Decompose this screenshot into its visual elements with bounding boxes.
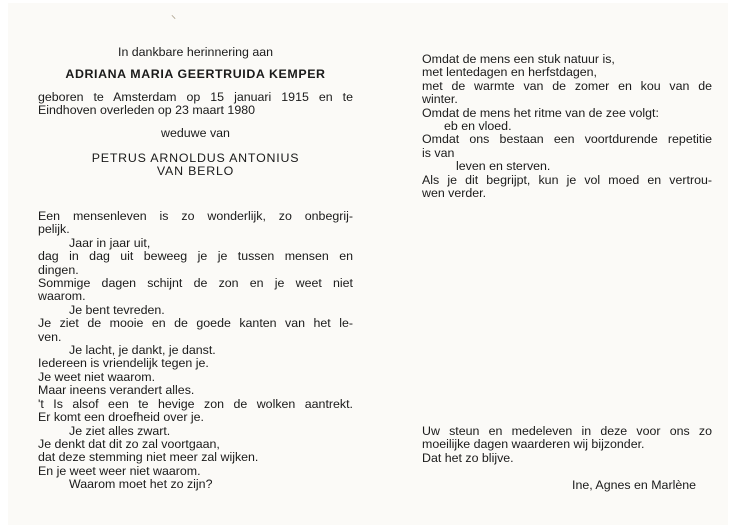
poem-line: Waarom moet het zo zijn? (69, 478, 213, 492)
poem-line: Je bent tevreden. (69, 303, 165, 317)
poem-line: met lentedagen en herfstdagen, (422, 66, 597, 80)
right-poem (422, 53, 712, 200)
poem-line: 't Is alsof een te hevige zon de wolken aantrekt. (38, 397, 353, 411)
poem-line: Iedereen is vriendelijk tegen je. (38, 357, 209, 371)
poem-line: dat deze stemming niet meer zal wijken. (38, 451, 259, 465)
poem-line: En je weet weer niet waarom. (38, 464, 201, 478)
poem-line: Een mensenleven is zo wonderlijk, zo onbegrij- (38, 210, 353, 223)
poem-line: met de warmte van de zomer en kou van de (422, 79, 712, 93)
poem-line: Als je dit begrijpt, kun je vol moed en vertrou- (422, 173, 712, 187)
poem-line: Sommige dagen schijnt de zon en je weet niet (38, 277, 353, 291)
intro-line: In dankbare herinnering aan (118, 46, 273, 59)
birth-line-2: Eindhoven overleden op 23 maart 1980 (38, 104, 255, 118)
paper-mark: ⸜ (171, 10, 176, 21)
spouse-line-1: PETRUS ARNOLDUS ANTONIUS (91, 152, 300, 166)
poem-line: Omdat ons bestaan een voortdurende repetitie (422, 133, 712, 147)
poem-line: Maar ineens verandert alles. (38, 384, 195, 398)
birth-line-1: geboren te Amsterdam op 15 januari 1915 en te (38, 90, 353, 104)
thanks-block (422, 425, 712, 465)
poem-line: Je lacht, je dankt, je danst. (69, 344, 216, 358)
signature: Ine, Agnes en Marlène (572, 478, 696, 492)
poem-line: Er komt een droefheid over je. (38, 411, 204, 425)
poem-line: is van (422, 146, 455, 160)
poem-line: eb en vloed. (444, 120, 512, 134)
poem-line: pelijk. (38, 223, 70, 237)
spouse-line-2: VAN BERLO (156, 165, 235, 179)
poem-line: ven. (38, 330, 62, 344)
thanks-line: Dat het zo blijve. (422, 451, 514, 465)
poem-line: Omdat de mens het ritme van de zee volgt: (422, 106, 659, 120)
left-header-block (38, 46, 353, 179)
poem-line: dag in dag uit beweeg je je tussen mensen en (38, 250, 353, 264)
poem-line: Je ziet de mooie en de goede kanten van het le- (38, 317, 353, 331)
thanks-line: moeilijke dagen waarderen wij bijzonder. (422, 438, 645, 452)
poem-line: Jaar in jaar uit, (69, 236, 151, 250)
poem-line: Omdat de mens een stuk natuur is, (422, 53, 615, 66)
poem-line: Je ziet alles zwart. (69, 424, 171, 438)
poem-line: winter. (422, 93, 458, 107)
poem-line: wen verder. (422, 187, 487, 201)
poem-line: waarom. (38, 290, 86, 304)
memorial-card (8, 3, 728, 525)
thanks-line: Uw steun en medeleven in deze voor ons zo (422, 425, 712, 438)
poem-line: Je denkt dat dit zo zal voortgaan, (38, 437, 220, 451)
left-poem (38, 210, 353, 492)
poem-line: dingen. (38, 263, 79, 277)
poem-line: leven en sterven. (456, 160, 551, 174)
deceased-name: ADRIANA MARIA GEERTRUIDA KEMPER (65, 68, 326, 82)
poem-line: Je weet niet waarom. (38, 370, 156, 384)
widow-of-line: weduwe van (161, 126, 230, 140)
